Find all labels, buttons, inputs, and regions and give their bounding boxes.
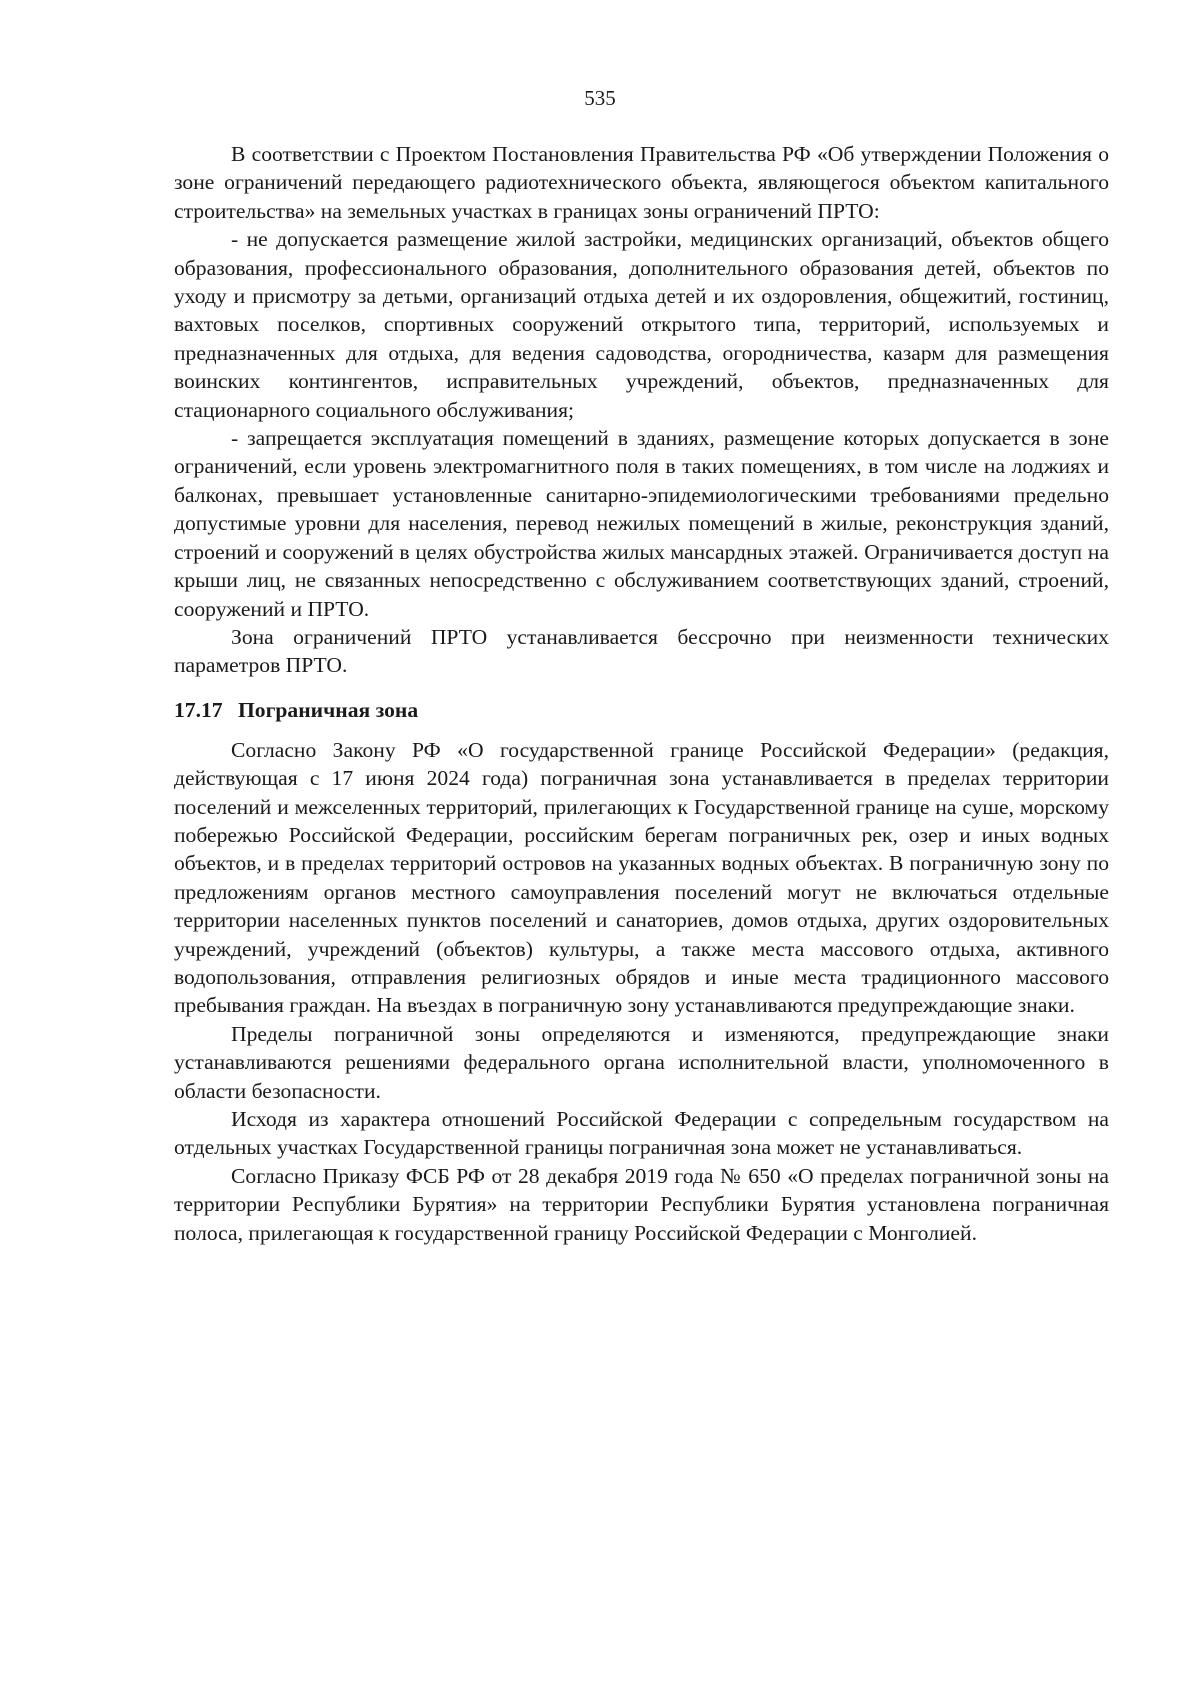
section-heading xyxy=(174,696,1109,724)
document-body xyxy=(174,140,1109,1247)
page-number: 535 xyxy=(584,86,616,110)
list-item: - запрещается эксплуатация помещений в зданиях, размещение которых допускается в зоне ограничений, если уровень электромагнитного поля в таких помещениях, в том числе на лоджиях и балконах, превышает установленные санитарно-эпидемиологическими требованиями предельно допустимые уровни для населения, перевод нежилых помещений в жилые, реконструкция зданий, строений и сооружений в целях обустройства жилых мансардных этажей. Ограничивается доступ на крыши лиц, не связанных непосредственно с обслуживанием соответствующих зданий, строений, сооружений и ПРТО. xyxy=(174,426,1109,621)
paragraph: Исходя из характера отношений Российской Федерации с сопредельным государством на отдельных участках Государственной границы пограничная зона может не устанавливаться. xyxy=(174,1107,1109,1160)
paragraph: Зона ограничений ПРТО устанавливается бессрочно при неизменности технических параметров ПРТО. xyxy=(174,624,1109,678)
paragraph: Согласно Приказу ФСБ РФ от 28 декабря 2019 года № 650 «О пределах пограничной зоны на территории Республики Бурятия» на территории Республики Бурятия установлена пограничная полоса, прилегающая к государственной границу Российской Федерации с Монголией. xyxy=(174,1163,1109,1245)
section-number: 17.17 xyxy=(174,697,223,722)
paragraph: Пределы пограничной зоны определяются и изменяются, предупреждающие знаки устанавливаются решениями федерального органа исполнительной власти, уполномоченного в области безопасности. xyxy=(174,1021,1109,1103)
paragraph: Согласно Закону РФ «О государственной границе Российской Федерации» (редакция, действующая с 17 июня 2024 года) пограничная зона устанавливается в пределах территории поселений и межселенных территорий, прилегающих к Государственной границе на суше, морскому побережью Российской Федерации, российским берегам пограничных рек, озер и иных водных объектов, и в пределах территорий островов на указанных водных объектах. В пограничную зону по предложениям органов местного самоуправления поселений могут не включаться отдельные территории населенных пунктов поселений и санаториев, домов отдыха, других оздоровительных учреждений, учреждений (объектов) культуры, а также места массового отдыха, активного водопользования, отправления религиозных обрядов и иные места традиционного массового пребывания граждан. На въездах в пограничную зону устанавливаются предупреждающие знаки. xyxy=(174,737,1109,1018)
list-item: - не допускается размещение жилой застройки, медицинских организаций, объектов общего образования, профессионального образования, дополнительного образования детей, объектов по уходу и присмотру за детьми, организаций отдыха детей и их оздоровления, общежитий, гостиниц, вахтовых поселков, спортивных сооружений открытого типа, территорий, используемых и предназначенных для отдыха, для ведения садоводства, огородничества, казарм для размещения воинских контингентов, исправительных учреждений, объектов, предназначенных для стационарного социального обслуживания; xyxy=(174,227,1109,422)
paragraph: В соответствии с Проектом Постановления Правительства РФ «Об утверждении Положения о зоне ограничений передающего радиотехнического объекта, являющегося объектом капитального строительства» на земельных участках в границах зоны ограничений ПРТО: xyxy=(174,142,1109,223)
section-title: Пограничная зона xyxy=(238,697,419,722)
